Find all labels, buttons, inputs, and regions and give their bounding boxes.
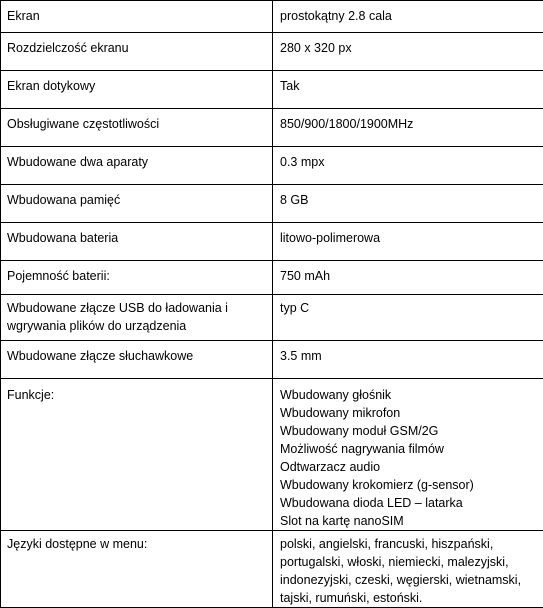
row-label: Pojemność baterii:: [1, 261, 273, 295]
feature-item: Możliwość nagrywania filmów: [280, 440, 540, 458]
row-value: Tak: [273, 71, 543, 109]
table-row: [1, 341, 543, 379]
table-row: [1, 261, 543, 295]
table-row: [1, 223, 543, 261]
feature-item: Wbudowany głośnik: [280, 386, 540, 404]
row-label: Wbudowane złącze słuchawkowe: [1, 341, 273, 379]
language-line: portugalski, włoski, niemiecki, malezyjski,: [280, 553, 540, 571]
table-row: [1, 147, 543, 185]
language-line: tajski, rumuński, estoński.: [280, 589, 540, 607]
table-row: [1, 531, 543, 608]
table-row: [1, 379, 543, 531]
feature-item: Wbudowana dioda LED – latarka: [280, 494, 540, 512]
feature-item: Slot na kartę nanoSIM: [280, 512, 540, 530]
feature-item: Odtwarzacz audio: [280, 458, 540, 476]
table-row: [1, 109, 543, 147]
row-value: 0.3 mpx: [273, 147, 543, 185]
row-label: Wbudowane dwa aparaty: [1, 147, 273, 185]
row-label: Wbudowane złącze USB do ładowania i wgrywania plików do urządzenia: [1, 295, 273, 341]
row-label: Funkcje:: [1, 379, 273, 531]
row-value: 3.5 mm: [273, 341, 543, 379]
feature-item: Wbudowany mikrofon: [280, 404, 540, 422]
table-row: [1, 1, 543, 33]
feature-item: Wbudowany krokomierz (g-sensor): [280, 476, 540, 494]
row-label: Obsługiwane częstotliwości: [1, 109, 273, 147]
table-row: [1, 185, 543, 223]
table-row: [1, 33, 543, 71]
language-line: polski, angielski, francuski, hiszpański,: [280, 535, 540, 553]
row-value: 750 mAh: [273, 261, 543, 295]
row-value: litowo-polimerowa: [273, 223, 543, 261]
row-value: prostokątny 2.8 cala: [273, 1, 543, 33]
row-value: 280 x 320 px: [273, 33, 543, 71]
row-label: Wbudowana bateria: [1, 223, 273, 261]
table-row: [1, 295, 543, 341]
row-label: Wbudowana pamięć: [1, 185, 273, 223]
row-value: typ C: [273, 295, 543, 341]
row-label: Ekran dotykowy: [1, 71, 273, 109]
table-row: [1, 71, 543, 109]
row-value: 850/900/1800/1900MHz: [273, 109, 543, 147]
feature-item: Wbudowany moduł GSM/2G: [280, 422, 540, 440]
row-value-list: [273, 379, 543, 531]
row-label: Języki dostępne w menu:: [1, 531, 273, 608]
language-line: indonezyjski, czeski, węgierski, wietnamski,: [280, 571, 540, 589]
row-value: 8 GB: [273, 185, 543, 223]
row-label: Ekran: [1, 1, 273, 33]
row-value-list: [273, 531, 543, 608]
row-label: Rozdzielczość ekranu: [1, 33, 273, 71]
